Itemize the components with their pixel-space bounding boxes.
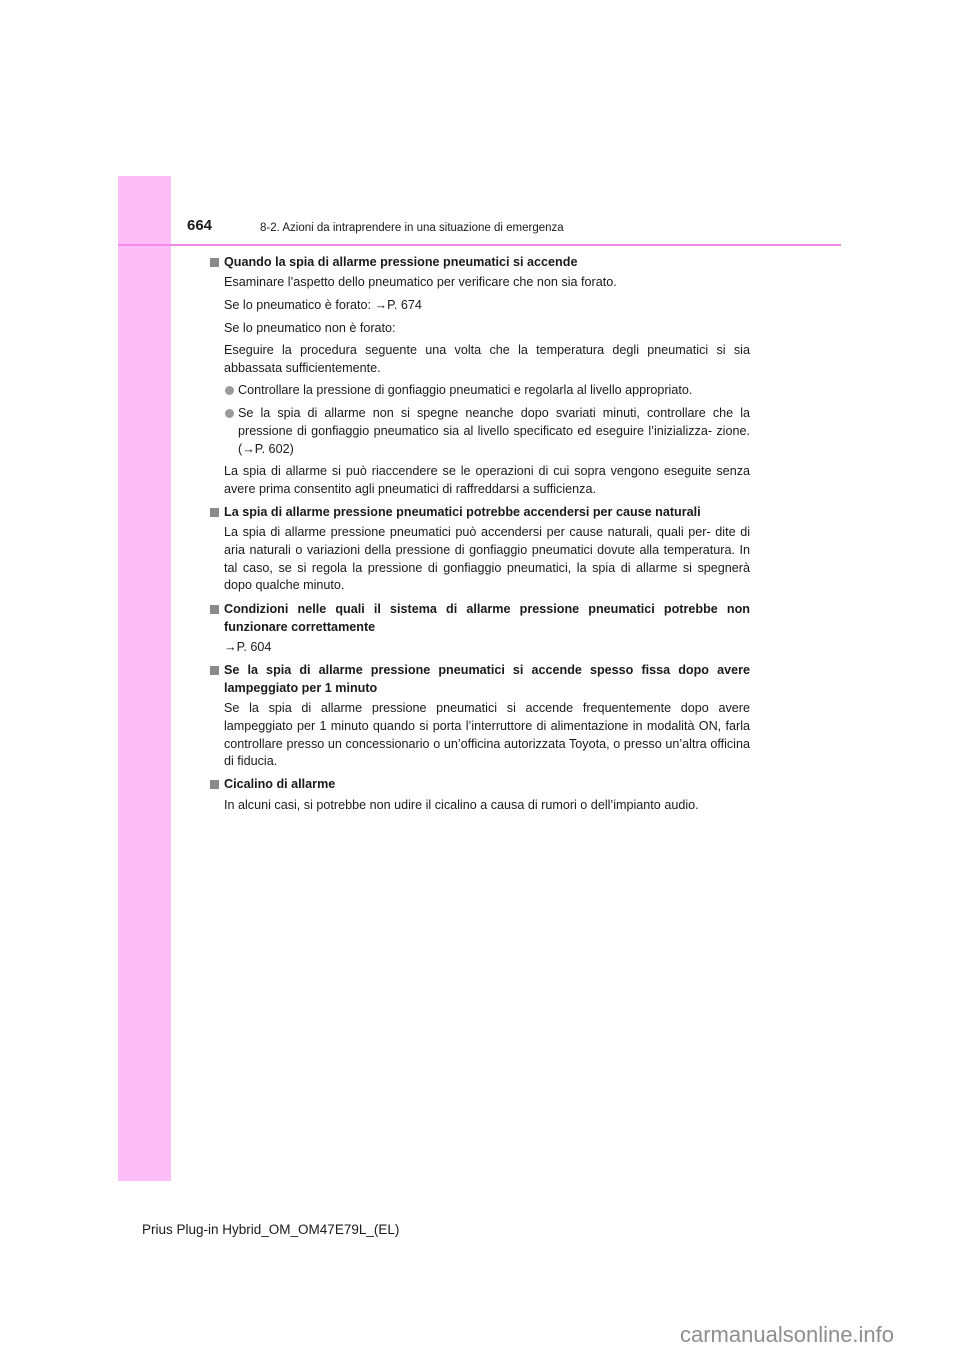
page-number: 664 (187, 217, 213, 234)
paragraph: La spia di allarme pressione pneumatici può accendersi per cause naturali, quali per- dite di aria naturali o variazioni della pressione di gonfiaggio pneumatici dovute alla temperatura. In tal caso, se si regola la pressione di gonfiaggio pneumatici, la spia di allarme si spegnerà dopo qualche minuto. (224, 525, 750, 593)
paragraph: Se lo pneumatico è forato: →P. 674 (224, 298, 422, 312)
paragraph: In alcuni casi, si potrebbe non udire il cicalino a causa di rumori o dell’impianto audio. (224, 798, 699, 812)
paragraph: Se la spia di allarme pressione pneumatici si accende frequentemente dopo avere lampeggiato per 1 minuto quando si porta l’interruttore di alimentazione in modalità ON, farla controllare presso un concessionario o un’officina autorizzata Toyota, o presso un’altra officina di fiducia. (224, 701, 750, 769)
section-heading: Quando la spia di allarme pressione pneumatici si accende (224, 254, 750, 272)
paragraph: →P. 604 (224, 640, 272, 654)
paragraph: Esaminare l’aspetto dello pneumatico per verificare che non sia forato. (224, 275, 617, 289)
footer-document-id: Prius Plug-in Hybrid_OM_OM47E79L_(EL) (142, 1222, 400, 1237)
bullet-item: Controllare la pressione di gonfiaggio pneumatici e regolarla al livello appropriato. (238, 382, 750, 400)
section-title: 8-2. Azioni da intraprendere in una situazione di emergenza (260, 222, 564, 234)
section-heading: Se la spia di allarme pressione pneumatici si accende spesso fissa dopo avere lampeggiato per 1 minuto (224, 662, 750, 698)
section-heading: Cicalino di allarme (224, 776, 750, 794)
paragraph: Eseguire la procedura seguente una volta che la temperatura degli pneumatici si sia abbassata sufficientemente. (224, 343, 750, 375)
watermark: carmanualsonline.info (680, 1322, 895, 1347)
paragraph: La spia di allarme si può riaccendere se le operazioni di cui sopra vengono eseguite senza avere prima consentito agli pneumatici di raffreddarsi a sufficienza. (224, 464, 750, 496)
header-divider (118, 244, 841, 246)
section-heading: Condizioni nelle quali il sistema di allarme pressione pneumatici potrebbe non funzionare correttamente (224, 601, 750, 637)
chapter-tab-bar (118, 176, 171, 1181)
bullet-item: Se la spia di allarme non si spegne neanche dopo svariati minuti, controllare che la pressione di gonfiaggio pneumatico sia al livello specificato ed eseguire l’inizializza- zione. (→P. 602) (238, 405, 750, 458)
section-heading: La spia di allarme pressione pneumatici potrebbe accendersi per cause naturali (224, 504, 750, 522)
paragraph: Se lo pneumatico non è forato: (224, 321, 396, 335)
